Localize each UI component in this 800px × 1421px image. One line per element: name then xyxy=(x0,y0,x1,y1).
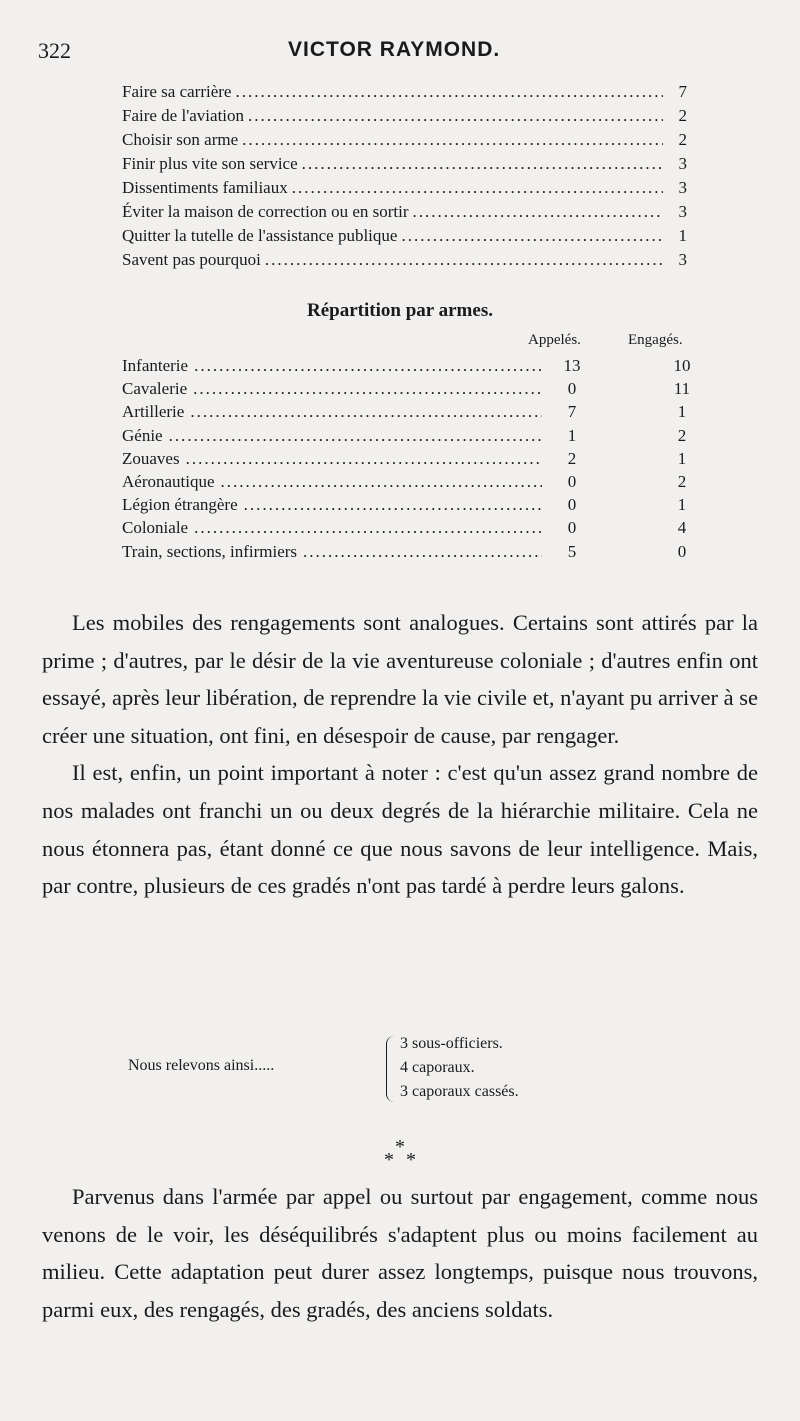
leader-dots xyxy=(169,426,542,446)
leader-dots xyxy=(193,379,542,399)
table-row xyxy=(122,518,702,541)
leader-dots xyxy=(401,226,663,246)
leader-dots xyxy=(242,130,663,150)
arms-table xyxy=(122,356,702,565)
enlisted-value: 2 xyxy=(677,471,687,491)
leader-dots xyxy=(303,542,542,562)
ranks-lead: Nous relevons ainsi..... xyxy=(128,1057,275,1074)
enlisted-value: 2 xyxy=(677,425,687,445)
enlisted-value: 4 xyxy=(677,518,687,538)
arm-label: Légion étrangère xyxy=(122,495,238,515)
motive-value: 1 xyxy=(678,226,687,245)
arm-label: Génie xyxy=(122,425,163,445)
table-row xyxy=(122,356,702,379)
motive-label: Faire sa carrière xyxy=(122,82,232,101)
leader-dots xyxy=(248,106,663,126)
motive-label: Savent pas pourquoi xyxy=(122,250,261,269)
motive-label: Finir plus vite son service xyxy=(122,154,298,173)
motive-label: Faire de l'aviation xyxy=(122,106,245,125)
enlisted-value: 1 xyxy=(677,448,687,468)
leader-dots xyxy=(190,402,542,422)
called-value: 5 xyxy=(567,541,577,561)
page-number: 322 xyxy=(38,38,71,63)
motive-value: 7 xyxy=(678,82,687,101)
table-row xyxy=(122,449,702,472)
ranks-summary xyxy=(128,1032,628,1108)
arm-label: Cavalerie xyxy=(122,379,188,399)
page-header xyxy=(38,38,760,72)
column-header-enlisted: Engagés. xyxy=(628,332,683,348)
list-item: 3 caporaux cassés. xyxy=(400,1083,519,1100)
section-separator xyxy=(380,1136,440,1172)
enlisted-value: 0 xyxy=(677,541,687,561)
arm-label: Infanterie xyxy=(122,356,189,375)
body-text-upper xyxy=(42,604,758,905)
leader-dots xyxy=(221,472,542,492)
arm-label: Zouaves xyxy=(122,448,180,468)
list-item xyxy=(122,226,687,250)
list-item xyxy=(122,154,687,178)
paragraph-reengagement: Les mobiles des rengagements sont analogues. Certains sont attirés par la prime ; d'autres, par le désir de la vie aventureuse coloniale ; d'autres enfin ont essayé, après leur libération, de reprendre la vie civile et, n'ayant pu arriver à se créer une situation, ont fini, en désespoir de cause, par rengager. xyxy=(42,610,758,748)
asterisk-icon: * xyxy=(384,1149,394,1171)
ranks-items xyxy=(400,1032,519,1104)
motive-label: Éviter la maison de correction ou en sortir xyxy=(122,202,409,221)
leader-dots xyxy=(292,178,663,198)
motive-label: Dissentiments familiaux xyxy=(122,178,288,197)
table-row xyxy=(122,542,702,565)
arm-label: Coloniale xyxy=(122,518,189,538)
table-row xyxy=(122,402,702,425)
asterisk-icon: * xyxy=(395,1136,405,1158)
leader-dots xyxy=(194,356,542,376)
paragraph-ranks: Il est, enfin, un point important à noter : c'est qu'un assez grand nombre de nos malades ont franchi un ou deux degrés de la hiérarchie militaire. Cela ne nous étonnera pas, étant donné ce que nous savons de leur intelligence. Mais, par contre, plusieurs de ces gradés n'ont pas tardé à perdre leurs galons. xyxy=(42,760,758,899)
leader-dots xyxy=(413,202,663,222)
leader-dots xyxy=(302,154,663,174)
running-title: VICTOR RAYMOND. xyxy=(288,38,501,61)
asterisk-icon: * xyxy=(406,1149,416,1171)
list-item xyxy=(122,202,687,226)
called-value: 7 xyxy=(567,402,577,422)
section-title: Répartition par armes. xyxy=(307,300,493,321)
paragraph-adaptation: Parvenus dans l'armée par appel ou surtout par engagement, comme nous venons de le voir, les déséquilibrés s'adaptent plus ou moins facilement au milieu. Cette adaptation peut durer assez longtemps, puisque nous trouvons, parmi eux, des rengagés, des gradés, des anciens soldats. xyxy=(42,1184,758,1322)
motive-value: 3 xyxy=(678,154,687,173)
enlisted-value: 11 xyxy=(673,379,691,399)
enlisted-value: 10 xyxy=(673,356,691,375)
motive-value: 2 xyxy=(678,130,687,149)
motive-value: 2 xyxy=(678,106,687,125)
table-header xyxy=(0,332,800,356)
leader-dots xyxy=(244,495,542,515)
list-item xyxy=(122,178,687,202)
enlisted-value: 1 xyxy=(677,402,687,422)
called-value: 1 xyxy=(567,425,577,445)
list-item: 4 caporaux. xyxy=(400,1059,475,1076)
called-value: 0 xyxy=(567,495,577,515)
table-row xyxy=(122,426,702,449)
motives-list xyxy=(122,82,687,274)
called-value: 0 xyxy=(567,518,577,538)
leader-dots xyxy=(265,250,663,270)
called-value: 13 xyxy=(563,356,581,375)
leader-dots xyxy=(186,449,542,469)
enlisted-value: 1 xyxy=(677,495,687,515)
leader-dots xyxy=(235,82,663,102)
motive-label: Choisir son arme xyxy=(122,130,239,149)
list-item xyxy=(122,106,687,130)
arm-label: Train, sections, infirmiers xyxy=(122,541,298,561)
motive-label: Quitter la tutelle de l'assistance publique xyxy=(122,226,398,245)
column-header-called: Appelés. xyxy=(528,332,581,348)
arm-label: Aéronautique xyxy=(122,471,215,491)
list-item: 3 sous-officiers. xyxy=(400,1035,503,1052)
list-item xyxy=(122,82,687,106)
called-value: 2 xyxy=(567,448,577,468)
motive-value: 3 xyxy=(678,250,687,269)
motive-value: 3 xyxy=(678,202,687,221)
list-item xyxy=(122,130,687,154)
table-row xyxy=(122,495,702,518)
list-item xyxy=(122,250,687,274)
called-value: 0 xyxy=(567,471,577,491)
brace-icon xyxy=(386,1036,397,1102)
arm-label: Artillerie xyxy=(122,402,185,422)
table-row xyxy=(122,379,702,402)
leader-dots xyxy=(194,518,542,538)
called-value: 0 xyxy=(567,379,577,399)
motive-value: 3 xyxy=(678,178,687,197)
body-text-lower xyxy=(42,1178,758,1328)
table-row xyxy=(122,472,702,495)
